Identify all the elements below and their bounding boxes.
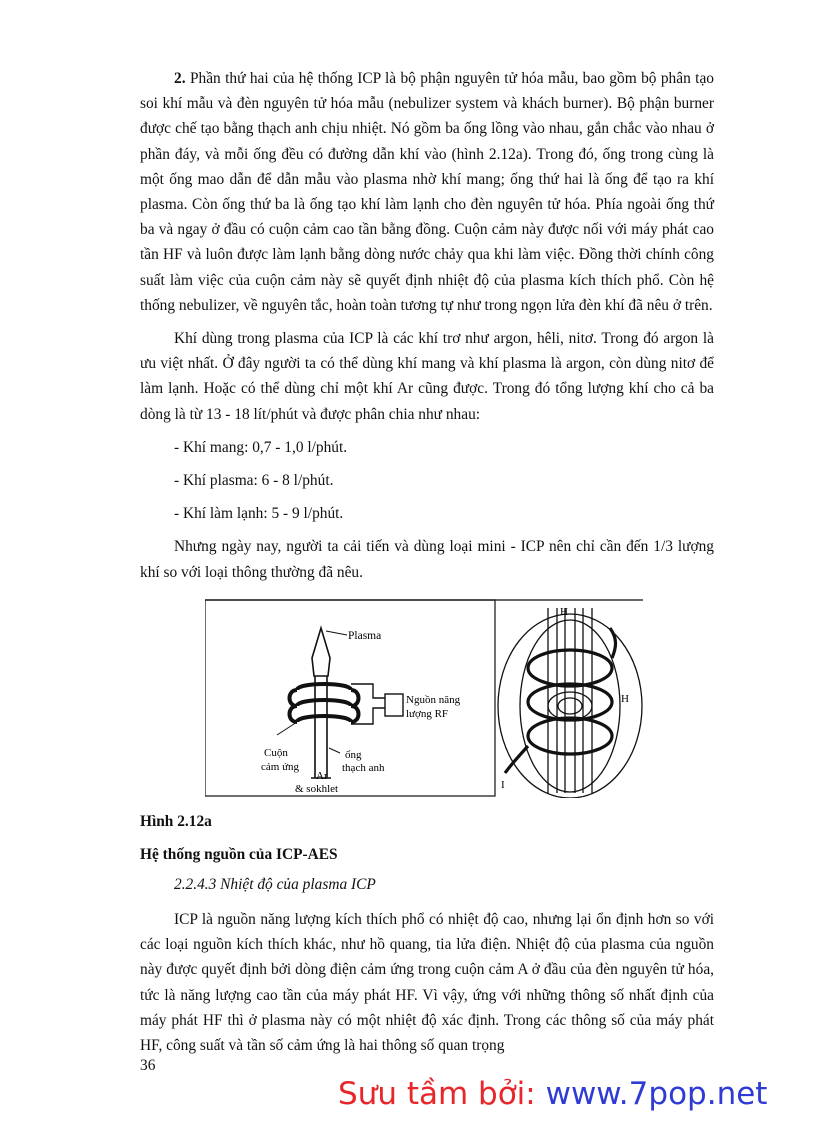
rf-source-box [385,694,403,716]
section-heading: 2.2.4.3 Nhiệt độ của plasma ICP [174,876,376,893]
icp-figure [205,598,643,798]
label-leaders [277,631,347,753]
paragraph-text: Phần thứ hai của hệ thống ICP là bộ phận nguyên tử hóa mẫu, bao gồm bộ phân tạo soi khí mẫu và đèn nguyên tử hóa mẫu (nebulizer system và khách burner). Bộ phận burner được chế tạo bằng thạch anh chịu nhiệt. Nó gồm ba ống lồng vào nhau, gắn chắc vào nhau ở phần đáy, và mỗi ống đều có đường dẫn khí vào (hình 2.12a). Trong đó, ống trong cùng là một ống mao dẫn để dẫn mẫu vào plasma nhờ khí mang; ống thứ hai là ống để tạo ra khí plasma. Còn ống thứ ba là ống tạo khí làm lạnh cho đèn nguyên tử hóa. Phía ngoài ống thứ ba và ngay ở đầu có cuộn cảm cao tần bằng đồng. Cuộn cảm này được nối với máy phát cao tần HF và luôn được làm lạnh bằng dòng nước chảy qua khi làm việc. Đồng thời chính công suất làm việc của cuộn cảm này sẽ quyết định nhiệt độ của plasma kích thích phổ. Còn hệ thống nebulizer, về nguyên tắc, hoàn toàn tương tự như trong ngọn lửa đèn khí đã nêu ở trên. [140,70,714,314]
label-rf-line1: Nguồn năng [406,694,461,706]
label-coil-line1: Cuộn [264,747,288,759]
list-item-plasma-gas: - Khí plasma: 6 - 8 l/phút. [174,472,334,490]
watermark-url: www.7pop.net [545,1076,768,1112]
list-item-carrier-gas: - Khí mang: 0,7 - 1,0 l/phút. [174,438,348,456]
list-item-cooling-gas: - Khí làm lạnh: 5 - 9 l/phút. [174,505,344,523]
main-text [140,66,714,593]
label-coil-line2: cảm ứng [261,761,300,773]
label-ar-line2: & sokhlet [295,783,339,795]
page-number: 36 [140,1057,156,1074]
label-tube-line1: ống [345,749,362,761]
watermark-prefix: Sưu tầm bởi: [338,1076,546,1112]
induction-coil-icon [290,684,359,722]
source-watermark [338,1076,767,1112]
paragraph-number: 2. [174,70,186,87]
label-ar-line1: Ar [316,770,328,782]
label-plasma: Plasma [348,630,382,642]
figure-caption-number: Hình 2.12a [140,813,212,830]
label-tube-line2: thạch anh [342,762,385,774]
paragraph-gases: Khí dùng trong plasma của ICP là các khí trơ như argon, hêli, nitơ. Trong đó argon là ưu việt nhất. Ở đây người ta có thể dùng khí mang và khí plasma là argon, còn dùng nitơ để làm lạnh. Hoặc có thể dùng chỉ một khí Ar cũng được. Trong đó tổng lượng khí cho cả ba dòng là từ 13 - 18 lít/phút và được phân chia như nhau: [140,330,714,423]
label-h-right: H [621,693,629,705]
torch-tube-icon [311,628,331,778]
label-current: I [501,779,505,791]
label-rf-line2: lượng RF [406,708,449,720]
paragraph-mini-icp: Nhưng ngày nay, người ta cải tiến và dùng loại mini - ICP nên chỉ cần đến 1/3 lượng khí so với loại thông thường đã nêu. [140,538,714,581]
paragraph-icp-temperature: ICP là nguồn năng lượng kích thích phổ có nhiệt độ cao, nhưng lại ổn định hơn so với các loại nguồn kích thích khác, như hồ quang, tia lửa điện. Nhiệt độ của plasma của nguồn này được quyết định bởi dòng điện cảm ứng trong cuộn cảm A ở đầu của đèn nguyên tử hóa, tức là năng lượng cao tần của máy phát HF. Vì vậy, ứng với những thông số nhất định của máy phát HF thì ở plasma này có một nhiệt độ xác định. Trong các thông số của máy phát HF, công suất và tần số cảm ứng là hai thông số quan trọng [140,911,714,1055]
label-h-top: H [560,606,568,618]
paragraph-icp-burner [140,66,714,318]
figure-caption-title: Hệ thống nguồn của ICP-AES [140,846,338,863]
